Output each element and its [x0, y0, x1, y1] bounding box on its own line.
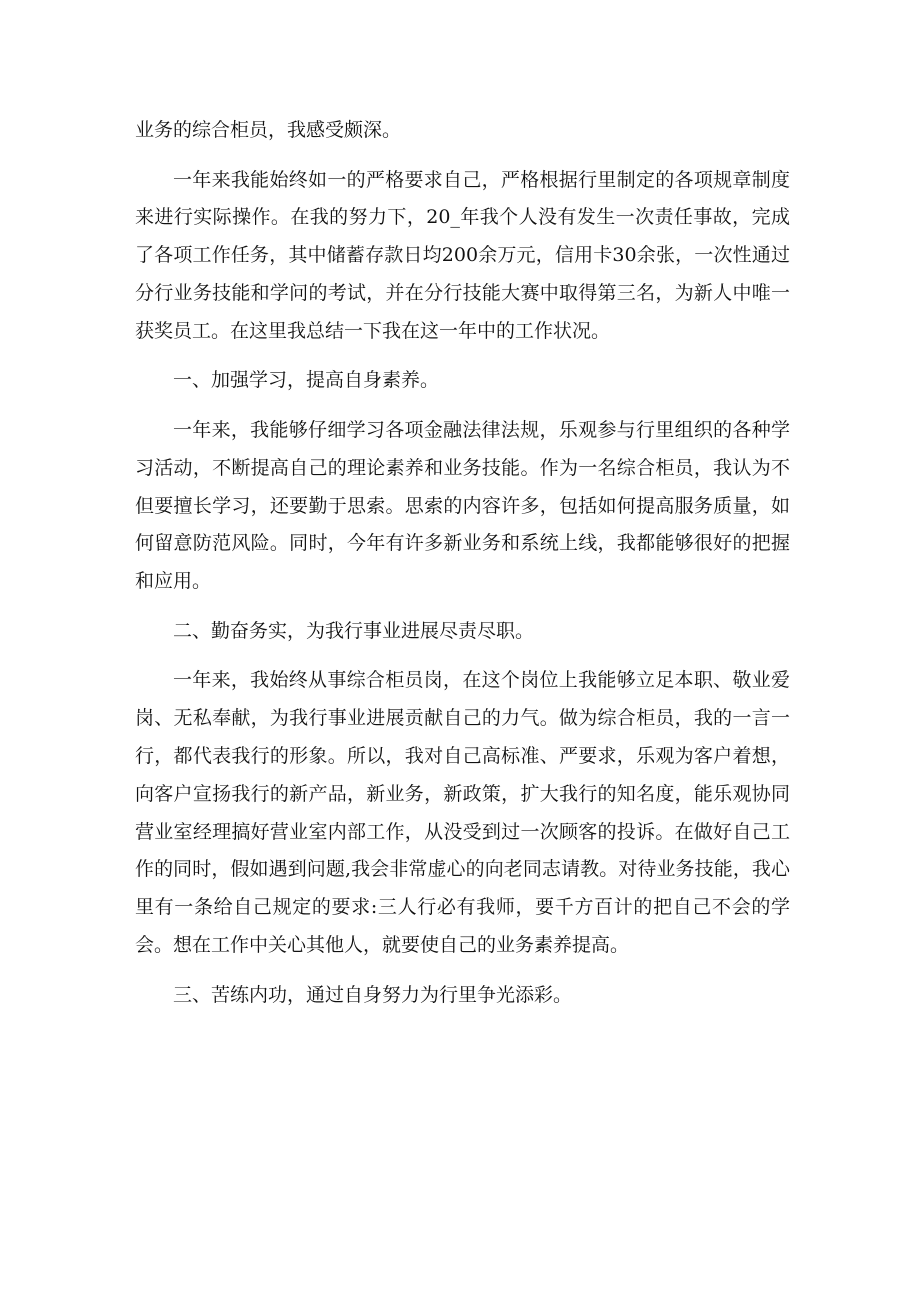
section-heading-1: 一、加强学习，提高自身素养。	[173, 369, 440, 392]
section-heading-2: 二、勤奋务实，为我行事业进展尽责尽职。	[173, 619, 535, 642]
paragraph-continuation: 业务的综合柜员，我感受颇深。	[135, 119, 402, 141]
document-body	[135, 112, 790, 1026]
paragraph-diligence: 一年来，我始终从事综合柜员岗，在这个岗位上我能够立足本职、敬业爱岗、无私奉献，为我行事业进展贡献自己的力气。做为综合柜员，我的一言一行，都代表我行的形象。所以，我对自己高标准、严要求，乐观为客户着想，向客户宣扬我行的新产品，新业务，新政策，扩大我行的知名度，能乐观协同营业室经理搞好营业室内部工作，从没受到过一次顾客的投诉。在做好自己工作的同时，假如遇到问题,我会非常虚心的向老同志请教。对待业务技能，我心里有一条给自己规定的要求:三人行必有我师，要千方百计的把自己不会的学会。想在工作中关心其他人，就要使自己的业务素养提高。	[135, 669, 790, 956]
section-heading-3: 三、苦练内功，通过自身努力为行里争光添彩。	[173, 983, 573, 1006]
paragraph-intro: 一年来我能始终如一的严格要求自己，严格根据行里制定的各项规章制度来进行实际操作。在我的努力下，20_年我个人没有发生一次责任事故，完成了各项工作任务，其中储蓄存款日均200余万元，信用卡30余张，一次性通过分行业务技能和学问的考试，并在分行技能大赛中取得第三名，为新人中唯一获奖员工。在这里我总结一下我在这一年中的工作状况。	[135, 168, 790, 342]
paragraph-study: 一年来，我能够仔细学习各项金融法律法规，乐观参与行里组织的各种学习活动，不断提高自己的理论素养和业务技能。作为一名综合柜员，我认为不但要擅长学习，还要勤于思索。思索的内容许多，包括如何提高服务质量，如何留意防范风险。同时，今年有许多新业务和系统上线，我都能够很好的把握和应用。	[135, 418, 790, 593]
